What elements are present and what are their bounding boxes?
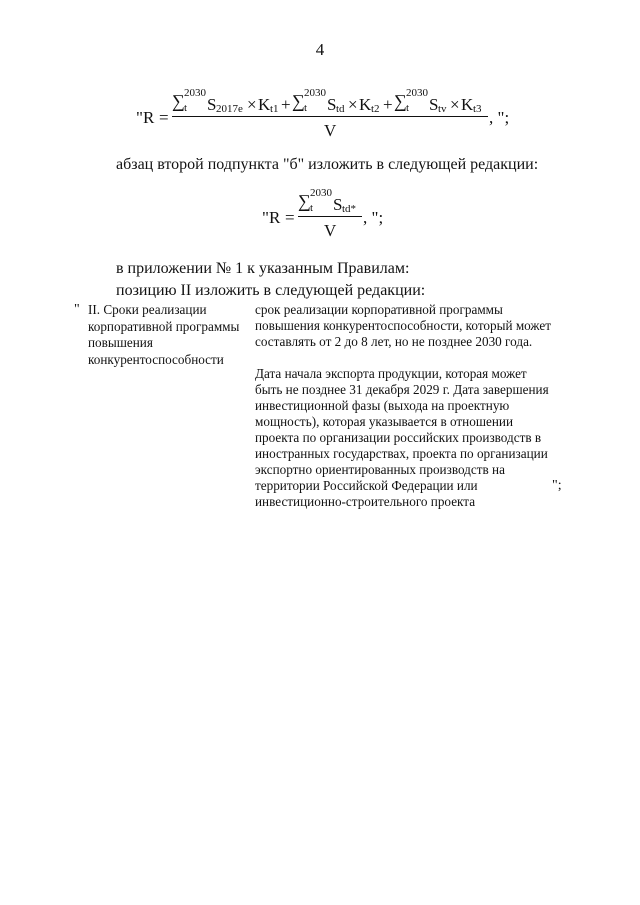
plus-sign: + [383, 95, 393, 114]
text-line: повышения конкурентоспособности, который может [255, 318, 551, 333]
description-paragraph-dates [255, 366, 555, 510]
sum-lower-index: t [406, 102, 410, 114]
k-symbol: K [461, 95, 474, 114]
table-open-quote: " [74, 302, 80, 317]
sum-lower-index: t [184, 102, 188, 114]
text-line: иностранных государствах, проекта по организации [255, 446, 548, 461]
formula-denominator: V [324, 221, 337, 240]
text-line: повышения [88, 335, 153, 350]
formula-tail: , "; [363, 208, 384, 227]
times-sign: × [247, 95, 257, 114]
sum-upper-limit: 2030 [304, 87, 326, 99]
fraction-bar [298, 216, 362, 217]
sum-upper-limit: 2030 [406, 87, 428, 99]
k-subscript: t3 [473, 103, 482, 115]
text-line: экспортно ориентированных производств на [255, 462, 505, 477]
table-cell-position-title [88, 302, 238, 368]
sum-symbol: ∑ [394, 91, 407, 111]
s-symbol: S [207, 95, 217, 114]
sum-symbol: ∑ [298, 191, 311, 211]
times-sign: × [348, 95, 358, 114]
formula-open-quote: " [262, 208, 269, 227]
text-line: быть не позднее 31 декабря 2029 г. Дата завершения [255, 382, 549, 397]
formula-equals: = [285, 208, 295, 227]
formula-r-full [132, 87, 532, 142]
description-paragraph-term [255, 302, 555, 350]
text-line: территории Российской Федерации или [255, 478, 478, 493]
text-line: мощность), которая указывается в отношении [255, 414, 513, 429]
formula-denominator: V [324, 121, 337, 140]
k-symbol: K [359, 95, 372, 114]
formula-tail: , "; [489, 108, 510, 127]
text-line: инвестиционно-строительного проекта [255, 494, 476, 509]
k-subscript: t2 [371, 103, 380, 115]
text-line: корпоративной программы [88, 318, 240, 334]
text-line: проекта по организации российских производств в [255, 430, 542, 445]
s-subscript: td* [342, 203, 357, 215]
page-number: 4 [315, 40, 325, 59]
s-subscript: tv [438, 103, 447, 115]
formula-lhs: R [143, 108, 155, 127]
paragraph-appendix: в приложении № 1 к указанным Правилам: [116, 260, 410, 277]
text-line: конкурентоспособности [88, 351, 224, 367]
text-line: инвестиционной фазы (выхода на проектную [255, 398, 510, 413]
formula-lhs: R [269, 208, 281, 227]
sum-upper-limit: 2030 [184, 87, 206, 99]
table-cell-position-description [255, 302, 555, 510]
formula-open-quote: " [136, 108, 143, 127]
sum-lower-index: t [304, 102, 308, 114]
paragraph-position-ii: позицию II изложить в следующей редакции: [116, 282, 426, 299]
s-symbol: S [333, 195, 343, 214]
plus-sign: + [281, 95, 291, 114]
text-line: II. Сроки реализации [88, 302, 207, 317]
sum-lower-index: t [310, 202, 314, 214]
text-line: Дата начала экспорта продукции, которая может [255, 366, 527, 381]
text-line: срок реализации корпоративной программы [255, 302, 503, 317]
s-symbol: S [327, 95, 337, 114]
s-subscript: td [336, 103, 345, 115]
text-line: составлять от 2 до 8 лет, но не позднее 2030 года. [255, 334, 533, 349]
s-subscript: 2017e [216, 103, 243, 115]
k-symbol: K [258, 95, 271, 114]
k-subscript: t1 [270, 103, 279, 115]
table-close-quote: "; [552, 478, 562, 493]
formula-equals: = [159, 108, 169, 127]
sum-symbol: ∑ [172, 91, 185, 111]
sum-symbol: ∑ [292, 91, 305, 111]
paragraph-subpoint-b: абзац второй подпункта "б" изложить в следующей редакции: [116, 156, 539, 173]
s-symbol: S [429, 95, 439, 114]
sum-upper-limit: 2030 [310, 187, 332, 199]
times-sign: × [450, 95, 460, 114]
formula-r-short [258, 187, 398, 242]
fraction-bar [172, 116, 488, 117]
